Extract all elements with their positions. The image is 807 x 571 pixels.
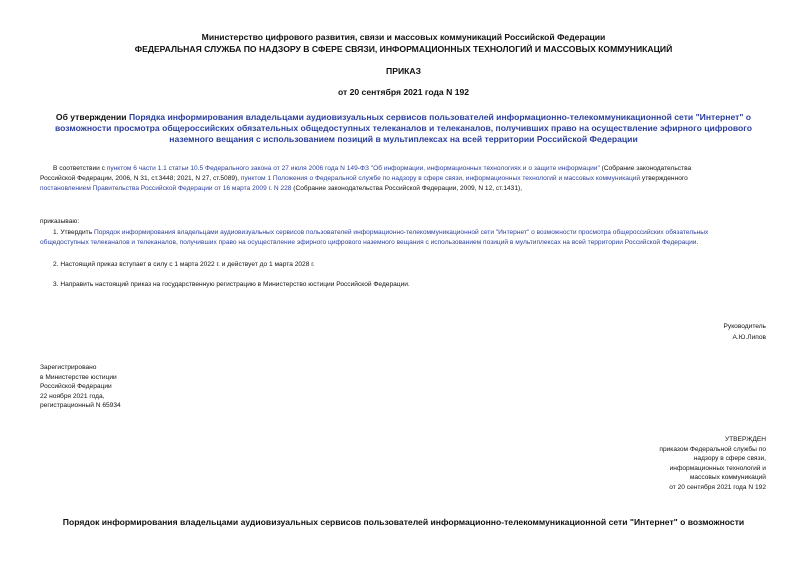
registration-line-4: 22 ноября 2021 года, bbox=[40, 392, 105, 400]
preamble-text-1: В соответствии с bbox=[53, 165, 107, 172]
item-1 bbox=[40, 228, 767, 248]
registration-block bbox=[40, 363, 121, 411]
item-3: 3. Направить настоящий приказ на государственную регистрацию в Министерство юстиции Российской Федерации. bbox=[53, 281, 410, 288]
approval-line-6: от 20 сентября 2021 года N 192 bbox=[669, 483, 766, 491]
approval-line-4: информационных технологий и bbox=[669, 464, 766, 472]
title-link-line-3[interactable]: наземного вещания с использованием позиций в мультиплексах на всей территории Российской Федерации bbox=[169, 134, 638, 144]
government-decree-link[interactable]: постановлением Правительства Российской Федерации от 16 марта 2009 г. N 228 bbox=[40, 185, 292, 192]
preamble-text-4: утвержденного bbox=[640, 175, 688, 182]
preamble-paragraph bbox=[40, 164, 767, 194]
order-title bbox=[20, 112, 787, 145]
signature-position: Руководитель bbox=[723, 323, 766, 330]
preamble-text-3: Российской Федерации, 2006, N 31, ст.3448; 2021, N 27, ст.5089), bbox=[40, 175, 241, 182]
approval-line-2: приказом Федеральной службы по bbox=[659, 445, 766, 453]
appendix-title: Порядок информирования владельцами аудиовизуальных сервисов пользователей информационно-телекоммуникационной сети "Интернет" о возможности bbox=[62, 517, 745, 527]
title-prefix: Об утверждении bbox=[55, 112, 129, 122]
preamble-text-5: (Собрание законодательства Российской Федерации, 2009, N 12, ст.1431), bbox=[291, 185, 523, 192]
title-link-line-1[interactable]: Порядка информирования владельцами аудиовизуальных сервисов пользователей информационно-телекоммуникационной сети "Интернет" о bbox=[128, 112, 752, 122]
federal-law-link[interactable]: пунктом 6 части 1.1 статьи 10.5 Федерального закона от 27 июля 2006 года N 149-ФЗ "Об информации, информационных технологиях и о защите информации" bbox=[106, 165, 600, 172]
ministry-heading: Министерство цифрового развития, связи и массовых коммуникаций Российской Федерации bbox=[201, 32, 606, 42]
registration-line-5: регистрационный N 65934 bbox=[40, 402, 121, 410]
document-type: ПРИКАЗ bbox=[386, 66, 421, 76]
approval-line-3: надзору в сфере связи, bbox=[693, 455, 766, 463]
item-1-prefix: 1. Утвердить bbox=[53, 229, 94, 236]
procedure-link-line-2[interactable]: общедоступных телеканалов и телеканалов, получивших право на осуществление эфирного цифрового наземного вещания с использованием позиций в мультиплексах на всей территории Российской Федерации bbox=[40, 239, 697, 246]
order-word: приказываю: bbox=[40, 218, 80, 225]
approval-line-5: массовых коммуникаций bbox=[689, 474, 766, 482]
procedure-link-line-1[interactable]: Порядок информирования владельцами аудиовизуальных сервисов пользователей информационно-телекоммуникационной сети "Интернет" о возможности просмотра общероссийских обязательных bbox=[93, 229, 709, 236]
item-2: 2. Настоящий приказ вступает в силу с 1 марта 2022 г. и действует до 1 марта 2028 г. bbox=[53, 261, 315, 268]
registration-line-3: Российской Федерации bbox=[40, 383, 112, 391]
title-link-line-2[interactable]: возможности просмотра общероссийских обязательных общедоступных телеканалов и телеканалов, получивших право на осуществление эфирного цифрового bbox=[55, 123, 752, 133]
approval-line-1: УТВЕРЖДЕН bbox=[724, 436, 766, 443]
document-date-number: от 20 сентября 2021 года N 192 bbox=[337, 87, 470, 97]
registration-line-1: Зарегистрировано bbox=[40, 364, 97, 371]
preamble-text-2: (Собрание законодательства bbox=[599, 165, 692, 172]
item-1-suffix: . bbox=[696, 239, 699, 246]
service-heading: ФЕДЕРАЛЬНАЯ СЛУЖБА ПО НАДЗОРУ В СФЕРЕ СВЯЗИ, ИНФОРМАЦИОННЫХ ТЕХНОЛОГИЙ И МАССОВЫХ КОММУНИКАЦИЙ bbox=[134, 44, 673, 54]
approval-block bbox=[659, 435, 766, 493]
registration-line-2: в Министерстве юстиции bbox=[40, 373, 117, 381]
regulation-link[interactable]: пунктом 1 Положения о Федеральной службе по надзору в сфере связи, информационных технологий и массовых коммуникаций bbox=[240, 175, 641, 182]
signature-name: А.Ю.Липов bbox=[732, 334, 766, 341]
